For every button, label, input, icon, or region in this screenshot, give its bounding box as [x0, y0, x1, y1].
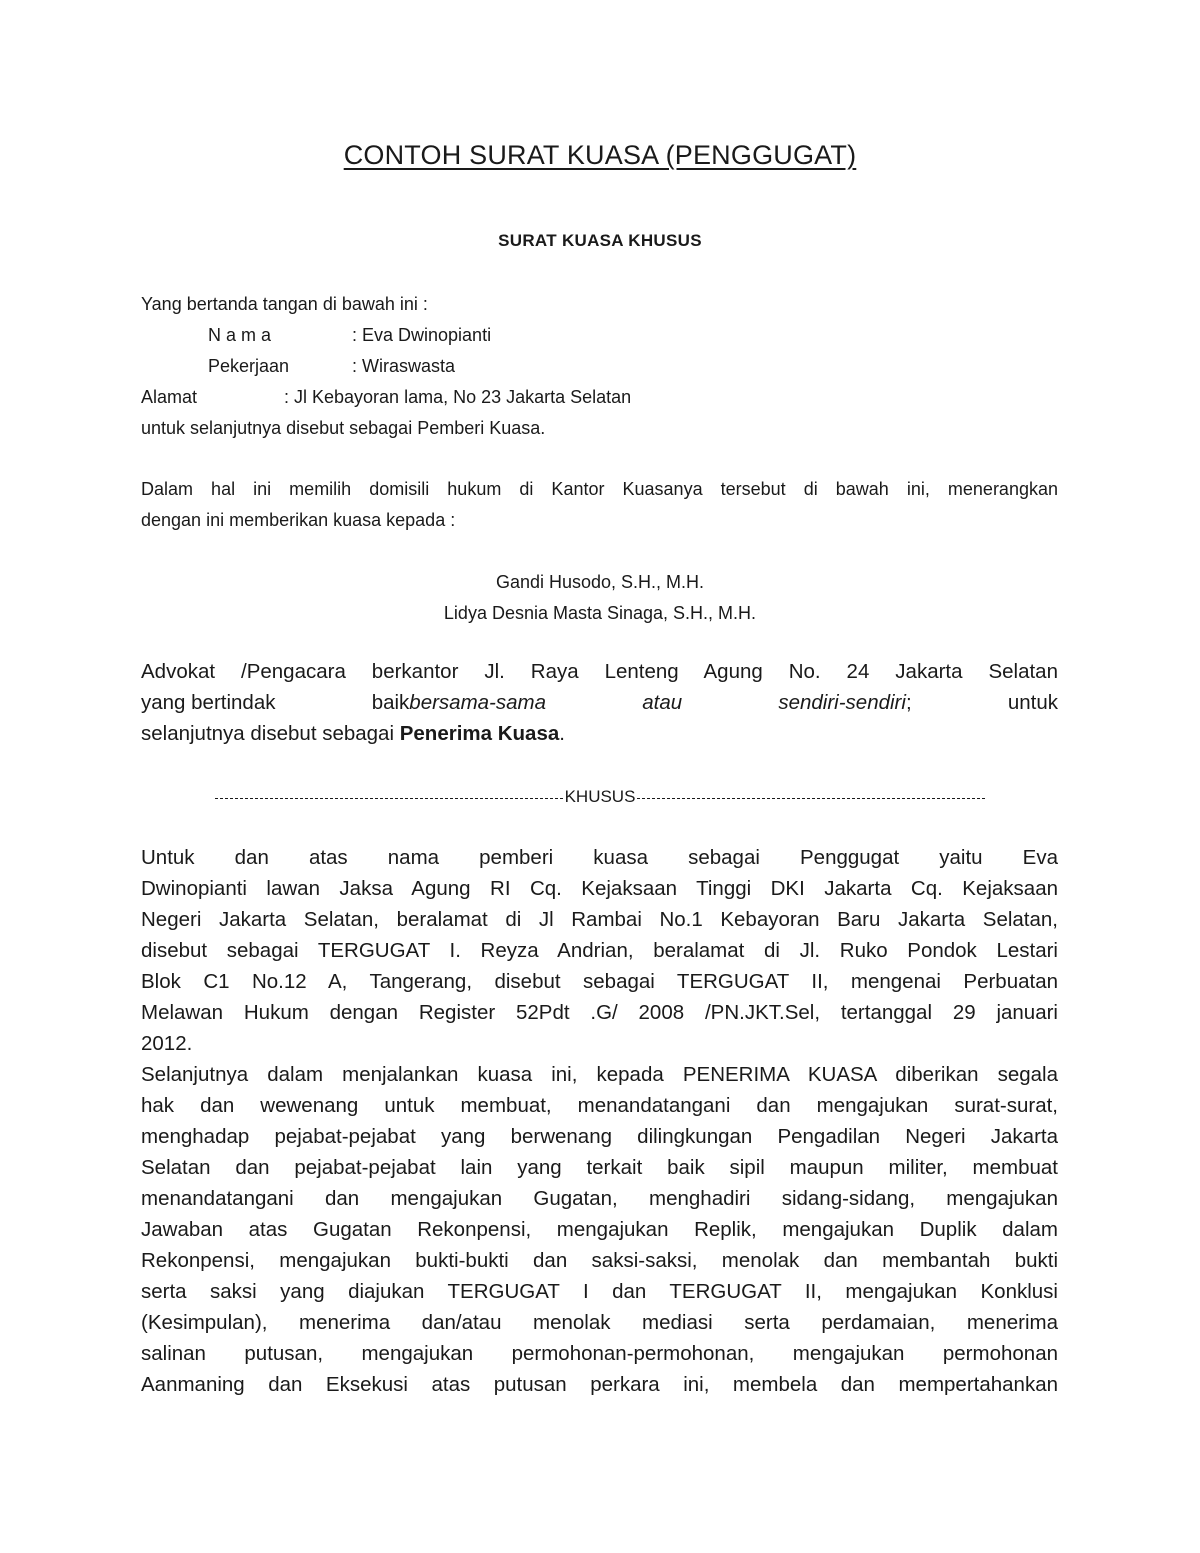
advokat-segment: atau: [642, 691, 683, 714]
advokat-segment: baikbersama-sama: [371, 691, 547, 714]
nama-label: N a m a: [208, 325, 272, 345]
body-line: disebut sebagai TERGUGAT I. Reyza Andrian, beralamat di Jl. Ruko Pondok Lestari: [141, 939, 1058, 962]
nama-value: : Eva Dwinopianti: [352, 325, 492, 345]
khusus-divider: [215, 787, 985, 807]
alamat-value: : Jl Kebayoran lama, No 23 Jakarta Selatan: [284, 387, 632, 407]
advokat-line-2: [141, 687, 1058, 718]
lawyer-name-1: Gandi Husodo, S.H., M.H.: [495, 572, 705, 592]
advokat-segment: untuk: [1007, 691, 1058, 714]
document-title: CONTOH SURAT KUASA (PENGGUGAT): [343, 140, 857, 170]
domisili-line-1: Dalam hal ini memilih domisili hukum di Kantor Kuasanya tersebut di bawah ini, menerangkan: [141, 479, 1058, 499]
body-line: Melawan Hukum dengan Register 52Pdt .G/ 2008 /PN.JKT.Sel, tertanggal 29 januari: [141, 1001, 1058, 1024]
body-line: Aanmaning dan Eksekusi atas putusan perkara ini, membela dan mempertahankan: [141, 1373, 1058, 1396]
advokat-segment: yang bertindak: [141, 691, 276, 714]
body-line: Untuk dan atas nama pemberi kuasa sebagai Penggugat yaitu Eva: [141, 846, 1058, 869]
document-subtitle: SURAT KUASA KHUSUS: [498, 231, 702, 250]
body-line: (Kesimpulan), menerima dan/atau menolak mediasi serta perdamaian, menerima: [141, 1311, 1058, 1334]
advokat-segment: sendiri-sendiri;: [778, 691, 912, 714]
body-line: Jawaban atas Gugatan Rekonpensi, mengajukan Replik, mengajukan Duplik dalam: [141, 1218, 1058, 1241]
alamat-label: Alamat: [141, 387, 198, 407]
body-line: Selanjutnya dalam menjalankan kuasa ini, kepada PENERIMA KUASA diberikan segala: [141, 1063, 1058, 1086]
body-line: menandatangani dan mengajukan Gugatan, menghadiri sidang-sidang, mengajukan: [141, 1187, 1058, 1210]
body-line: Rekonpensi, mengajukan bukti-bukti dan saksi-saksi, menolak dan membantah bukti: [141, 1249, 1058, 1272]
intro-line: Yang bertanda tangan di bawah ini :: [141, 294, 428, 314]
body-line: 2012.: [141, 1032, 193, 1055]
khusus-label: KHUSUS: [564, 787, 636, 806]
pekerjaan-value: : Wiraswasta: [352, 356, 456, 376]
penerima-kuasa-bold: Penerima Kuasa: [399, 722, 560, 745]
dash-rule-left: [215, 798, 563, 799]
body-line: salinan putusan, mengajukan permohonan-permohonan, mengajukan permohonan: [141, 1342, 1058, 1365]
body-line: Dwinopianti lawan Jaksa Agung RI Cq. Kejaksaan Tinggi DKI Jakarta Cq. Kejaksaan: [141, 877, 1058, 900]
pemberi-kuasa-line: untuk selanjutnya disebut sebagai Pemberi Kuasa.: [141, 418, 546, 438]
dash-rule-right: [637, 798, 985, 799]
body-line: Selatan dan pejabat-pejabat lain yang terkait baik sipil maupun militer, membuat: [141, 1156, 1058, 1179]
advokat-line-3: selanjutnya disebut sebagai Penerima Kuasa.: [141, 722, 565, 745]
lawyer-name-2: Lidya Desnia Masta Sinaga, S.H., M.H.: [443, 603, 757, 623]
advokat-line-1: Advokat /Pengacara berkantor Jl. Raya Lenteng Agung No. 24 Jakarta Selatan: [141, 660, 1058, 683]
body-line: Negeri Jakarta Selatan, beralamat di Jl Rambai No.1 Kebayoran Baru Jakarta Selatan,: [141, 908, 1058, 931]
body-line: serta saksi yang diajukan TERGUGAT I dan TERGUGAT II, mengajukan Konklusi: [141, 1280, 1058, 1303]
pekerjaan-label: Pekerjaan: [208, 356, 290, 376]
body-line: hak dan wewenang untuk membuat, menandatangani dan mengajukan surat-surat,: [141, 1094, 1058, 1117]
body-line: menghadap pejabat-pejabat yang berwenang dilingkungan Pengadilan Negeri Jakarta: [141, 1125, 1058, 1148]
domisili-line-2: dengan ini memberikan kuasa kepada :: [141, 510, 456, 530]
body-line: Blok C1 No.12 A, Tangerang, disebut sebagai TERGUGAT II, mengenai Perbuatan: [141, 970, 1058, 993]
